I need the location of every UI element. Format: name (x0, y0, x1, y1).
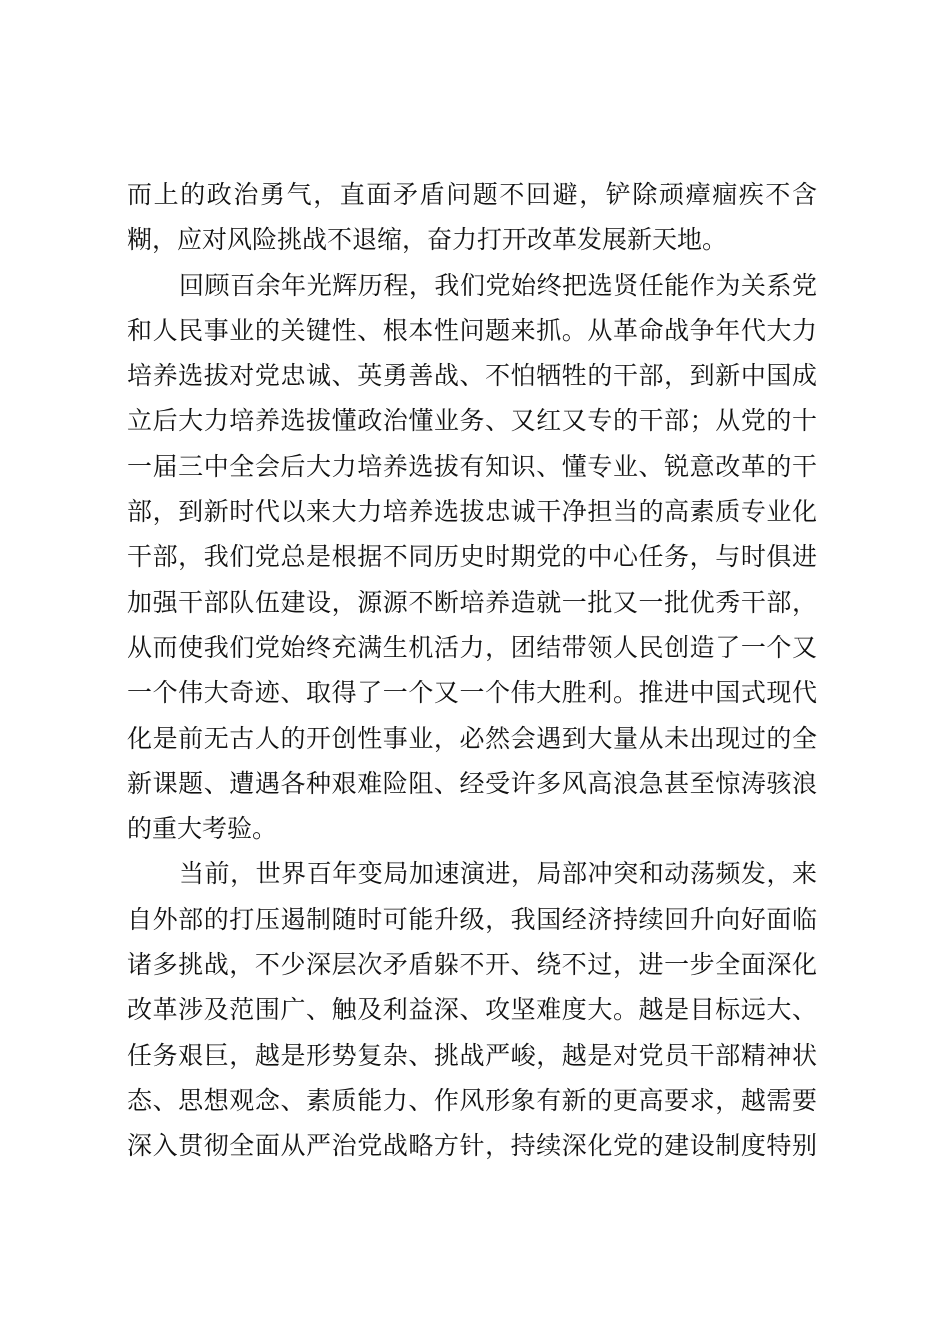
text-line: 诸多挑战，不少深层次矛盾躲不开、绕不过，进一步全面深化 (127, 950, 817, 980)
text-line: 自外部的打压遏制随时可能升级，我国经济持续回升向好面临 (127, 904, 817, 934)
text-line: 一个伟大奇迹、取得了一个又一个伟大胜利。推进中国式现代 (127, 678, 817, 708)
text-line: 糊，应对风险挑战不退缩，奋力打开改革发展新天地。 (127, 225, 728, 255)
text-line: 回顾百余年光辉历程，我们党始终把选贤任能作为关系党 (179, 270, 817, 300)
text-line: 当前，世界百年变局加速演进，局部冲突和动荡频发，来 (179, 859, 817, 889)
text-line: 化是前无古人的开创性事业，必然会遇到大量从未出现过的全 (127, 723, 817, 753)
text-line: 从而使我们党始终充满生机活力，团结带领人民创造了一个又 (127, 632, 817, 662)
text-line: 态、思想观念、素质能力、作风形象有新的更高要求，越需要 (127, 1085, 817, 1115)
text-line: 改革涉及范围广、触及利益深、攻坚难度大。越是目标远大、 (127, 995, 817, 1025)
text-line: 而上的政治勇气，直面矛盾问题不回避，铲除顽瘴痼疾不含 (127, 180, 817, 209)
text-line: 立后大力培养选拔懂政治懂业务、又红又专的干部；从党的十 (127, 406, 817, 436)
text-line: 干部，我们党总是根据不同历史时期党的中心任务，与时俱进 (127, 542, 817, 572)
text-line: 深入贯彻全面从严治党战略方针，持续深化党的建设制度特别 (127, 1131, 817, 1161)
text-line: 和人民事业的关键性、根本性问题来抓。从革命战争年代大力 (127, 315, 817, 345)
text-line: 部，到新时代以来大力培养选拔忠诚干净担当的高素质专业化 (127, 497, 817, 527)
text-line: 加强干部队伍建设，源源不断培养造就一批又一批优秀干部， (127, 587, 817, 617)
text-line: 的重大考验。 (127, 814, 278, 844)
text-line: 任务艰巨，越是形势复杂、挑战严峻，越是对党员干部精神状 (127, 1040, 817, 1070)
text-line: 培养选拔对党忠诚、英勇善战、不怕牺牲的干部，到新中国成 (127, 361, 817, 391)
document-body (127, 172, 817, 1169)
text-line: 一届三中全会后大力培养选拔有知识、懂专业、锐意改革的干 (127, 451, 817, 481)
text-line: 新课题、遭遇各种艰难险阻、经受许多风高浪急甚至惊涛骇浪 (127, 768, 817, 798)
